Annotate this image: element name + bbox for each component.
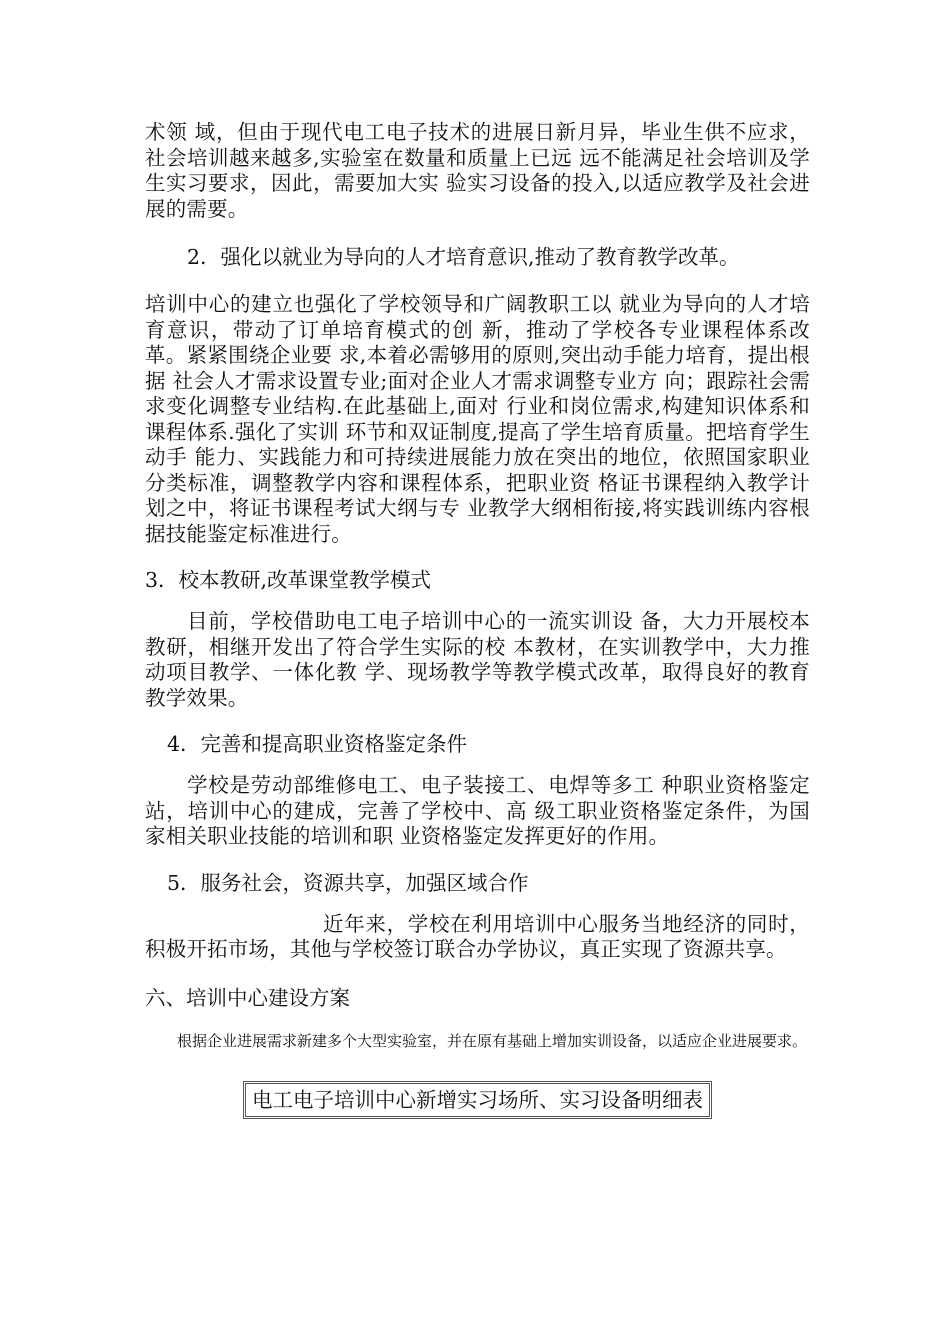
section-heading-6: 六、培训中心建设方案 — [145, 985, 350, 1010]
paragraph-3: 目前，学校借助电工电子培训中心的一流实训设 备，大力开展校本教研，相继开发出了符合学生实际的校 本教材，在实训教学中，大力推动项目教学、一体化教 学、现场教学等教学模式改革，取得良好的教育教学效果。 — [145, 609, 810, 710]
paragraph-5: 近年来，学校在利用培训中心服务当地经济的同时，积极开拓市场，其他与学校签订联合办学协议，真正实现了资源共享。 — [145, 911, 810, 961]
section-heading-3: 3．校本教研,改革课堂教学模式 — [145, 568, 432, 592]
table-title: 电工电子培训中心新增实习场所、实习设备明细表 — [243, 1081, 712, 1119]
paragraph-6: 根据企业进展需求新建多个大型实验室，并在原有基础上增加实训设备，以适应企业进展要求。 — [177, 1031, 808, 1050]
paragraph-1: 术领 域，但由于现代电工电子技术的进展日新月异，毕业生供不应求，社会培训越来越多,实验室在数量和质量上已远 远不能满足社会培训及学生实习要求，因此，需要加大实 验实习设备的投入,以适应教学及社会进展的需要。 — [145, 120, 810, 221]
table-title-wrapper — [145, 1081, 810, 1119]
paragraph-4: 学校是劳动部维修电工、电子装接工、电焊等多工 种职业资格鉴定站，培训中心的建成，完善了学校中、高 级工职业资格鉴定条件，为国家相关职业技能的培训和职 业资格鉴定发挥更好的作用。 — [145, 773, 810, 848]
document-page — [145, 120, 810, 1119]
section-heading-2: 2．强化以就业为导向的人才培育意识,推动了教育教学改革。 — [187, 245, 740, 269]
paragraph-2: 培训中心的建立也强化了学校领导和广阔教职工以 就业为导向的人才培育意识，带动了订单培育模式的创 新，推动了学校各专业课程体系改革。紧紧围绕企业要 求,本着必需够用的原则,突出动手能力培育，提出根据 社会人才需求设置专业;面对企业人才需求调整专业方 向；跟踪社会需求变化调整专业结构.在此基础上,面对 行业和岗位需求,构建知识体系和课程体系.强化了实训 环节和双证制度,提高了学生培育质量。把培育学生动手 能力、实践能力和可持续进展能力放在突出的地位，依照国家职业分类标准，调整教学内容和课程体系，把职业资 格证书课程纳入教学计划之中，将证书课程考试大纲与专 业教学大纲相衔接,将实践训练内容根据技能鉴定标准进行。 — [145, 292, 810, 546]
section-heading-4: 4．完善和提高职业资格鉴定条件 — [167, 732, 468, 756]
section-heading-5: 5．服务社会，资源共享，加强区域合作 — [167, 870, 529, 895]
